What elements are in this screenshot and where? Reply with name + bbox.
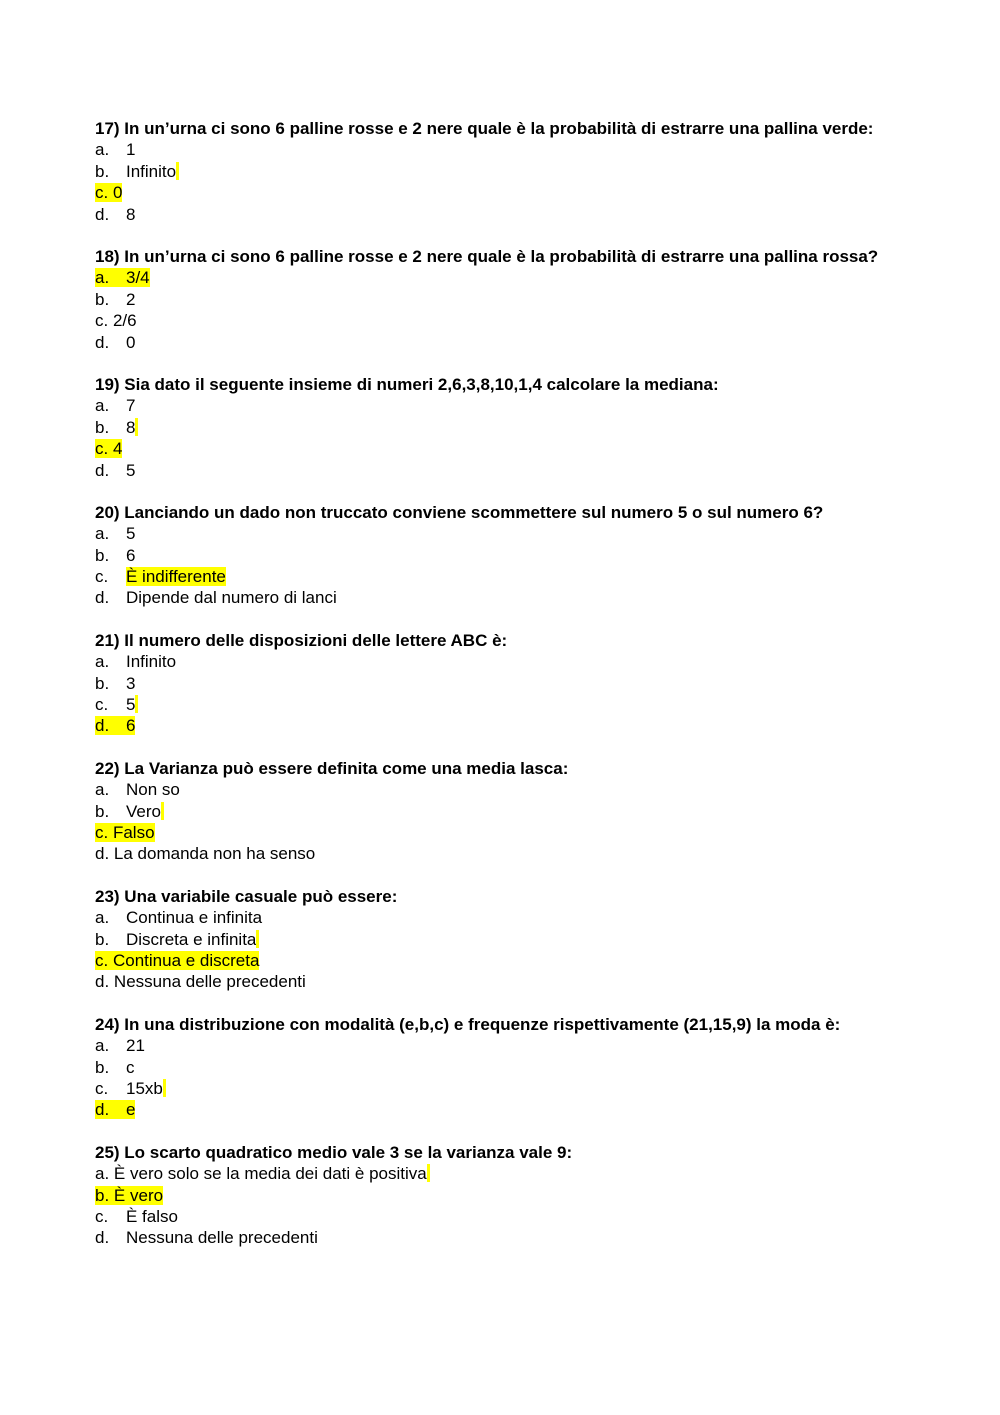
question-17 [95, 118, 895, 225]
option-d: d. 8 [95, 204, 136, 224]
option-c-answer: c. 0 [95, 183, 123, 203]
option-a: a. 5 [95, 524, 136, 544]
question-text: 22) La Varianza può essere definita come una media lasca: [95, 758, 569, 778]
question-25 [95, 1142, 895, 1249]
option-b: b. 2 [95, 289, 136, 309]
option-b: b. Infinito [95, 161, 895, 182]
option-b-answer: b. È vero [95, 1185, 164, 1205]
highlight-mark [427, 1164, 430, 1182]
option-a: a. Infinito [95, 652, 177, 672]
option-a-answer: a. 3/4 [95, 268, 150, 288]
option-a: a. Continua e infinita [95, 908, 263, 928]
option-b: b. 3 [95, 673, 136, 693]
option-c-answer: c. È indifferente [95, 567, 226, 587]
question-20 [95, 502, 895, 609]
question-22 [95, 758, 895, 865]
option-c-answer: c. Continua e discreta [95, 951, 260, 970]
highlight-mark [163, 1079, 166, 1097]
question-text: 21) Il numero delle disposizioni delle lettere ABC è: [95, 630, 508, 650]
option-d-answer: d. e [95, 1100, 136, 1120]
question-text: 18) In un’urna ci sono 6 palline rosse e 2 nere quale è la probabilità di estrarre una pallina rossa? [95, 246, 879, 266]
option-a: a. 1 [95, 140, 136, 160]
option-c-answer: c. Falso [95, 823, 155, 843]
question-text: 24) In una distribuzione con modalità (e,b,c) e frequenze rispettivamente (21,15,9) la moda è: [95, 1014, 841, 1034]
option-d: d. Nessuna delle precedenti [95, 972, 306, 992]
question-text: 19) Sia dato il seguente insieme di numeri 2,6,3,8,10,1,4 calcolare la mediana: [95, 374, 719, 394]
option-d-answer: d. 6 [95, 716, 136, 736]
question-text: 23) Una variabile casuale può essere: [95, 886, 398, 906]
option-c-answer: c. 4 [95, 439, 123, 459]
highlight-mark [135, 695, 138, 713]
quiz-page [95, 118, 895, 1270]
option-c: c. È falso [95, 1206, 178, 1226]
question-23 [95, 886, 895, 993]
highlight-mark [161, 802, 164, 820]
option-c: c. 2/6 [95, 311, 137, 331]
option-b: b. 6 [95, 545, 136, 565]
option-b: b. c [95, 1057, 135, 1077]
option-a: a. 21 [95, 1036, 145, 1056]
highlight-mark [176, 162, 179, 180]
option-d: d. La domanda non ha senso [95, 844, 316, 864]
option-a: a. 7 [95, 396, 136, 416]
option-b: b. Discreta e infinita [95, 929, 895, 950]
question-21 [95, 630, 895, 737]
option-d: d. Nessuna delle precedenti [95, 1228, 318, 1248]
option-c: c. 5 [95, 694, 895, 715]
question-18 [95, 246, 895, 353]
option-b: b. Vero [95, 801, 895, 822]
question-19 [95, 374, 895, 481]
option-c: c. 15xb [95, 1078, 895, 1099]
question-24 [95, 1014, 895, 1121]
question-text: 20) Lanciando un dado non truccato conviene scommettere sul numero 5 o sul numero 6? [95, 502, 824, 522]
question-text: 17) In un’urna ci sono 6 palline rosse e 2 nere quale è la probabilità di estrarre una pallina verde: [95, 119, 874, 138]
option-d: d. 5 [95, 460, 136, 480]
option-b: b. 8 [95, 417, 895, 438]
highlight-mark [256, 930, 259, 948]
option-a: a. Non so [95, 780, 180, 800]
option-d: d. 0 [95, 332, 136, 352]
option-d: d. Dipende dal numero di lanci [95, 588, 337, 608]
highlight-mark [135, 418, 138, 436]
question-text: 25) Lo scarto quadratico medio vale 3 se la varianza vale 9: [95, 1142, 573, 1162]
option-a: a. È vero solo se la media dei dati è positiva [95, 1163, 895, 1184]
